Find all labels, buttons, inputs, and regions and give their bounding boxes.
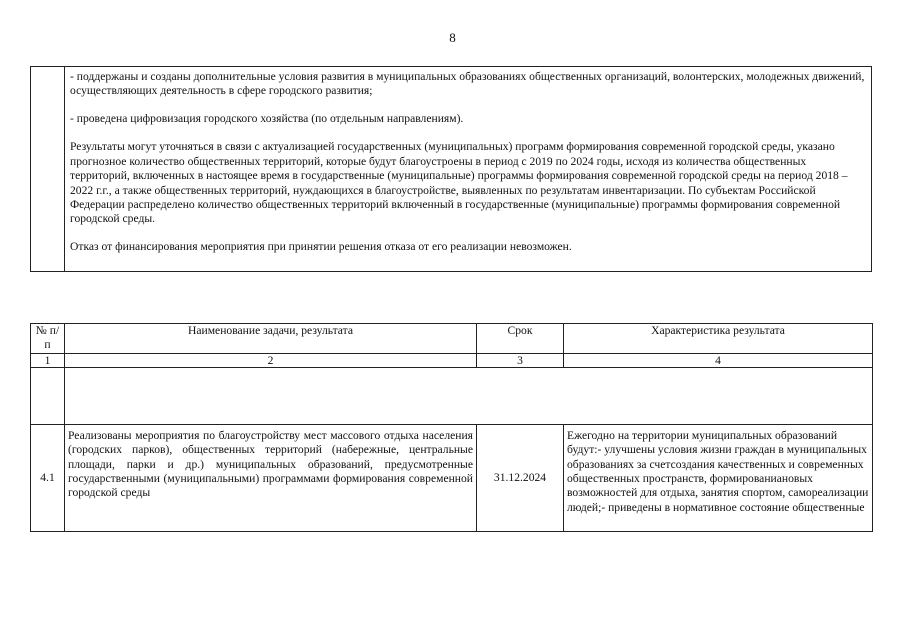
- continuation-text: [70, 70, 865, 255]
- paragraph-results-clarification: Результаты могут уточняться в связи с актуализацией государственных (муниципальных) программ формирования современной городской среды, указано прогнозное количество общественных территорий, которые будут благоустроены в период с 2019 по 2024 годы, исходя из количества общественных территорий, включенных в настоящее время в государственные (муниципальные) программы формирования современной городской среды на период 2018 – 2022 г.г., а также общественных территорий, нуждающихся в благоустройстве, выявленных по результатам инвентаризации. По субъектам Российской Федерации распределено количество общественных территорий включенный в государственные (муниципальные) программы формирования современной городской среды.: [70, 140, 848, 226]
- page-number: 8: [449, 30, 456, 45]
- header-number: № п/п: [31, 324, 65, 354]
- header-task-name: Наименование задачи, результата: [65, 324, 477, 354]
- column-number: 2: [65, 353, 477, 367]
- empty-merged-cell: [65, 367, 873, 424]
- column-number: 3: [477, 353, 564, 367]
- row-number: 4.1: [31, 424, 65, 531]
- header-characteristic: Характеристика результата: [564, 324, 873, 354]
- table-header-row: [31, 324, 873, 354]
- paragraph-refusal: Отказ от финансирования мероприятия при принятии решения отказа от его реализации невозможен.: [70, 240, 572, 254]
- column-number: 4: [564, 353, 873, 367]
- empty-row: [31, 367, 873, 424]
- paragraph-public-organizations: - поддержаны и созданы дополнительные условия развития в муниципальных образованиях общественных организаций, волонтерских, молодежных движений, осуществляющих деятельность в сфере городского развития;: [70, 70, 865, 98]
- column-number-row: [31, 353, 873, 367]
- header-deadline: Срок: [477, 324, 564, 354]
- column-number: 1: [31, 353, 65, 367]
- row-task-name: Реализованы мероприятия по благоустройству мест массового отдыха населения (городских парков), общественных территорий (набережные, центральные площади, парки и др.) муниципальных образований, предусмотренные государственными (муниципальными) программами формирования современной городской среды: [65, 424, 477, 531]
- table-row: [31, 424, 873, 531]
- empty-cell: [31, 367, 65, 424]
- row-deadline: 31.12.2024: [477, 424, 564, 531]
- continuation-box: [30, 66, 872, 272]
- continuation-number-column: [31, 67, 65, 271]
- paragraph-digitalization: - проведена цифровизация городского хозяйства (по отдельным направлениям).: [70, 112, 464, 126]
- row-characteristic: Ежегодно на территории муниципальных образований будут:- улучшены условия жизни граждан в муниципальных образованиях за счетсоздания качественных и современных общественных пространств, формированиановых возможностей для отдыха, занятия спортом, самореализации людей;- приведены в нормативное состояние общественные: [564, 424, 873, 531]
- results-table: [30, 323, 873, 532]
